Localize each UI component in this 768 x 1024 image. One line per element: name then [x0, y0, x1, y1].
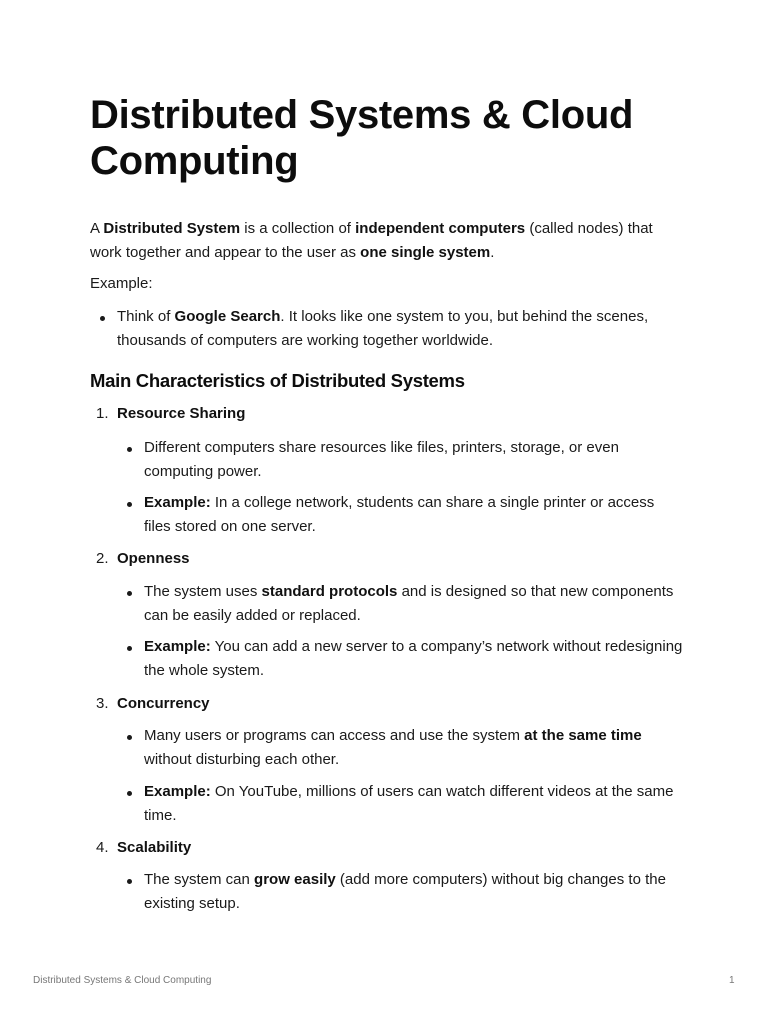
- bullet-text: and is designed so that new components can be easily added or replaced.: [144, 583, 674, 624]
- list-bullet: [144, 724, 684, 772]
- bullet-text: The system uses: [144, 583, 262, 600]
- intro-bold: independent computers: [355, 220, 526, 237]
- bullet-dot-icon: [127, 591, 132, 596]
- example-bullet: [117, 305, 687, 353]
- bullet-text: . It looks like one system to you, but behind the scenes, thousands of computers are working together worldwide.: [117, 308, 649, 349]
- bullet-bold: standard protocols: [261, 583, 398, 600]
- intro-text: is a collection of: [240, 220, 356, 237]
- bullet-bold: Example:: [144, 638, 211, 655]
- list-item-title: Resource Sharing: [117, 405, 246, 422]
- bullet-dot-icon: [127, 791, 132, 796]
- list-number: 2.: [96, 550, 109, 567]
- footer-title: Distributed Systems & Cloud Computing: [33, 975, 212, 986]
- list-item-title: Scalability: [117, 839, 192, 856]
- bullet-bold: Example:: [144, 783, 211, 800]
- list-bullet: [144, 580, 684, 628]
- page-title: Distributed Systems & Cloud Computing: [90, 93, 634, 183]
- bullet-text: You can add a new server to a company’s network without redesigning the whole system.: [144, 638, 683, 679]
- intro-paragraph: [90, 217, 680, 265]
- bullet-bold: grow easily: [254, 871, 336, 888]
- bullet-bold: Google Search: [174, 308, 281, 325]
- intro-bold: Distributed System: [103, 220, 241, 237]
- bullet-dot-icon: [127, 735, 132, 740]
- bullet-bold: at the same time: [524, 727, 642, 744]
- list-bullet: [144, 635, 684, 683]
- intro-bold: one single system: [360, 244, 491, 261]
- bullet-bold: Example:: [144, 494, 211, 511]
- bullet-text: Many users or programs can access and use the system: [144, 727, 525, 744]
- list-bullet: [144, 491, 684, 539]
- list-bullet: [144, 436, 684, 484]
- bullet-text: The system can: [144, 871, 255, 888]
- page-number: 1: [729, 975, 735, 986]
- section-heading: Main Characteristics of Distributed Systems: [90, 370, 465, 391]
- bullet-dot-icon: [100, 316, 105, 321]
- bullet-dot-icon: [127, 879, 132, 884]
- bullet-dot-icon: [127, 646, 132, 651]
- list-number: 3.: [96, 695, 109, 712]
- bullet-text: On YouTube, millions of users can watch different videos at the same time.: [144, 783, 674, 824]
- list-item-title: Concurrency: [117, 695, 210, 712]
- list-item-title: Openness: [117, 550, 190, 567]
- bullet-text: without disturbing each other.: [144, 751, 340, 768]
- bullet-dot-icon: [127, 447, 132, 452]
- list-bullet: [144, 868, 684, 916]
- intro-text: (called nodes) that work together and appear to the user as: [90, 220, 653, 261]
- bullet-dot-icon: [127, 502, 132, 507]
- bullet-text: Different computers share resources like files, printers, storage, or even computing power.: [144, 439, 619, 480]
- bullet-text: Think of: [117, 308, 175, 325]
- intro-text: .: [490, 244, 495, 261]
- bullet-text: (add more computers) without big changes to the existing setup.: [144, 871, 666, 912]
- list-number: 1.: [96, 405, 109, 422]
- list-number: 4.: [96, 839, 109, 856]
- example-label: Example:: [90, 275, 153, 292]
- bullet-text: In a college network, students can share a single printer or access files stored on one server.: [144, 494, 655, 535]
- list-bullet: [144, 780, 684, 828]
- intro-text: A: [90, 220, 104, 237]
